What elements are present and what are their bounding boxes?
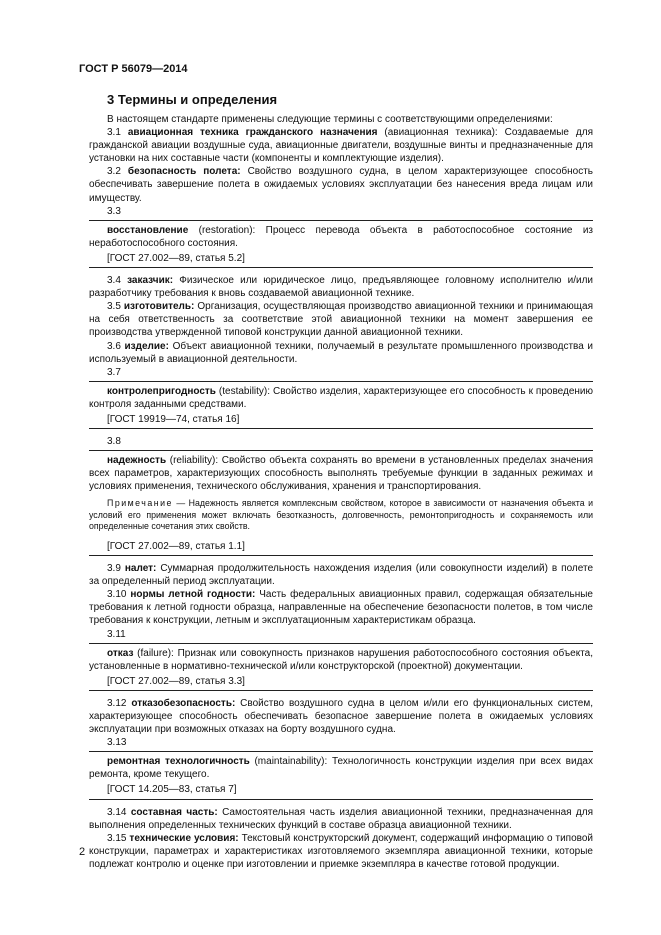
reference-3-8: [ГОСТ 27.002—89, статья 1.1] [107,540,245,552]
term-3-5: 3.5 изготовитель: Организация, осуществляющая производство авиационной техники и принимающая на себя ответственность за соответствие этой авиационной техники на момент завершения ее производства утвержденной типовой конструкции данной авиационной техники. [89,301,594,339]
page-number: 2 [79,846,86,858]
reference-3-11: [ГОСТ 27.002—89, статья 3.3] [107,675,245,687]
term-box-3-8 [89,450,593,556]
section-title: 3 Термины и определения [107,92,278,107]
term-number-3-8: 3.8 [107,436,121,448]
term-3-14: 3.14 составная часть: Самостоятельная часть изделия авиационной техники, предназначенная для выполнения определенных технических функций в составе образца авиационной техники. [89,806,594,831]
term-3-2: 3.2 безопасность полета: Свойство воздушного судна, в целом характеризующее способность обеспечивать завершение полета в ожидаемых условиях эксплуатации без нанесения вреда лицам или имуществу. [89,166,593,204]
term-number-3-13: 3.13 [107,737,127,749]
term-box-3-3 [89,220,593,268]
term-box-3-13 [89,751,593,799]
term-3-15: 3.15 технические условия: Текстовый конструкторский документ, содержащий информацию о типовой конструкции, параметрах и характеристиках изготовляемого экземпляра авиационной техники, которые подлежат контролю и оценке при изготовлении и приемке экземпляра в качестве готовой продукции. [89,832,593,870]
term-3-11: отказ (failure): Признак или совокупность признаков нарушения работоспособного состояния объекта, установленные в нормативно-технической и/или конструкторской (проектной) документации. [89,647,593,672]
term-box-3-11 [89,643,593,691]
term-box-3-7 [89,381,593,429]
term-3-4: 3.4 заказчик: Физическое или юридическое лицо, предъявляющее головному исполнителю и/или разработчику требования к вновь создаваемой авиационной технике. [89,275,593,300]
reference-3-13: [ГОСТ 14.205—83, статья 7] [107,784,237,796]
term-3-13: ремонтная технологичность (maintainability): Технологичность конструкции изделия при всех видах ремонта, кроме текущего. [89,756,593,781]
term-number-3-3: 3.3 [107,205,121,217]
term-3-9: 3.9 налет: Суммарная продолжительность нахождения изделия (или совокупности изделий) в полете за определенный период эксплуатации. [89,563,594,588]
reference-3-3: [ГОСТ 27.002—89, статья 5.2] [107,252,245,264]
term-3-7: контролепригодность (testability): Свойство изделия, характеризующее его способность к проведению контроля заданными средствами. [89,385,593,410]
term-3-10: 3.10 нормы летной годности: Часть федеральных авиационных правил, содержащая обязательные требования к летной годности образца, направленные на обеспечение безопасности полетов, в том числе требования к конструкции, летным и эксплуатационным характеристикам образца. [89,589,593,627]
document-body [89,92,593,871]
term-3-12: 3.12 отказобезопасность: Свойство воздушного судна в целом и/или его функциональных систем, характеризующее способность обеспечивать безопасное завершение полета в ожидаемых условиях эксплуатации при возможных отказах на борту воздушного судна. [89,697,594,736]
term-3-3: восстановление (restoration): Процесс перевода объекта в работоспособное состояние из неработоспособного состояния. [89,224,593,249]
note-3-8: Примечание — Надежность является комплексным свойством, которое в зависимости от назначения объекта и условий его применения может включать безотказность, долговечность, ремонтопригодность и сохраняемость или определенные сочетания этих свойств. [89,498,593,532]
term-number-3-7: 3.7 [107,366,121,378]
document-header: ГОСТ Р 56079—2014 [79,63,188,75]
term-3-8: надежность (reliability): Свойство объекта сохранять во времени в установленных пределах значения всех параметров, характеризующих способность выполнять требуемые функции в заданных режимах и условиях применения, технического обслуживания, хранения и транспортирования. [89,455,593,493]
term-3-1: 3.1 авиационная техника гражданского назначения (авиационная техника): Создаваемые для гражданской авиации воздушные суда, авиационные двигатели, воздушные винты и предназначенные для установки на них составные части (компоненты и комплектующие изделия). [89,127,593,165]
term-3-6: 3.6 изделие: Объект авиационной техники, получаемый в результате промышленного производства и используемый в авиационной деятельности. [89,340,594,365]
reference-3-7: [ГОСТ 19919—74, статья 16] [107,413,240,425]
intro-text: В настоящем стандарте применены следующие термины с соответствующими определениями: [107,114,553,125]
term-number-3-11: 3.11 [107,628,126,640]
